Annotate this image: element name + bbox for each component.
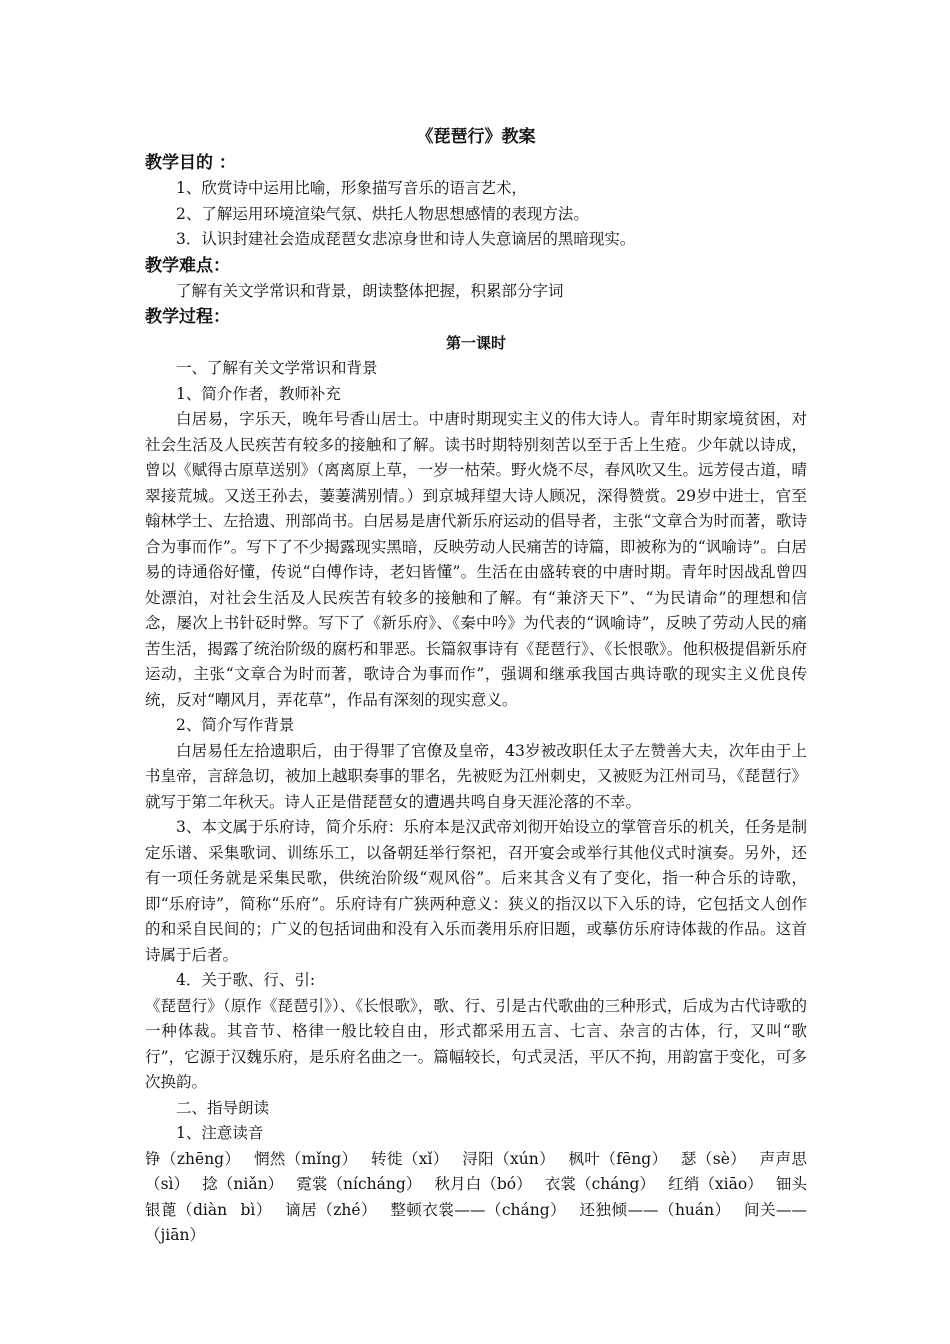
item4-heading: 4．关于歌、行、引:: [176, 971, 316, 989]
item1-heading: 1、简介作者，教师补充: [176, 384, 341, 403]
goal-item: 3．认识封建社会造成琵琶女悲凉身世和诗人失意谪居的黑暗现实。: [176, 230, 636, 248]
background-paragraph: 白居易任左拾遗职后，由于得罪了官僚及皇帝，43岁被改职任太子左赞善大夫，次年由于上书皇帝，言辞急切，被加上越职奏事的罪名，先被贬为江州刺史，又被贬为江州司马，《琵琶行》就写于第二年秋天。诗人正是借琵琶女的遭遇共鸣自身天涯沦落的不幸。: [145, 741, 807, 811]
item2-heading: 2、简介写作背景: [176, 716, 295, 734]
difficulty-heading: 教学难点：: [145, 255, 230, 276]
goals-heading: 教学目的 ：: [145, 153, 236, 173]
process-heading: 教学过程：: [145, 307, 230, 327]
reading-heading: 1、注意读音: [176, 1124, 264, 1142]
lesson-title: 第一课时: [445, 334, 506, 352]
author-paragraph: 白居易，字乐天，晚年号香山居士。中唐时期现实主义的伟大诗人。青年时期家境贫困，对社会生活及人民疾苦有较多的接触和了解。读书时期特别刻苦以至于舌上生疮。少年就以诗成，曾以《赋得古原草送别》（离离原上草，一岁一枯荣。野火烧不尽，春风吹又生。远芳侵古道，晴翠接荒城。又送王孙去，萋萋满别情。）到京城拜望大诗人顾况，深得赞赏。29岁中进士，官至翰林学士、左拾遗、刑部尚书。白居易是唐代新乐府运动的倡导者，主张“文章合为时而著，歌诗合为事而作”。写下了不少揭露现实黑暗，反映劳动人民痛苦的诗篇，即被称为的“讽喻诗”。白居易的诗通俗好懂，传说“白傅作诗，老妇皆懂”。生活在由盛转衰的中唐时期。青年时因战乱曾四处漂泊，对社会生活及人民疾苦有较多的接触和了解。有“兼济天下”、“为民请命”的理想和信念，屡次上书针砭时弊。写下了《新乐府》、《秦中吟》为代表的“讽喻诗”，反映了劳动人民的痛苦生活，揭露了统治阶级的腐朽和罪恶。长篇叙事诗有《琵琶行》、《长恨歌》。他积极提倡新乐府运动，主张“文章合为时而著，歌诗合为事而作”，强调和继承我国古典诗歌的现实主义优良传统，反对“嘲风月，弄花草”，作品有深刻的现实意义。: [145, 410, 807, 709]
goal-item: 1、欣赏诗中运用比喻，形象描写音乐的语言艺术，: [176, 179, 527, 197]
difficulty-text: 了解有关文学常识和背景，朗读整体把握，积累部分字词: [176, 281, 564, 300]
document-title: 《琵琶行》教案: [416, 127, 536, 147]
goal-item: 2、了解运用环境渲染气氛、烘托人物思想感情的表现方法。: [176, 204, 589, 223]
pronunciation-list: 铮（zhēng） 惘然（mǐng） 转徙（xǐ） 浔阳（xún） 枫叶（fēng） 瑟（sè） 声声思（sì） 捻（niǎn） 霓裳（nícháng） 秋月白（bó） 衣裳（cháng） 红绡（xiāo） 钿头银蓖（diàn bì） 谪居（zhé） 整顿衣裳——（cháng） 还独倾——（huán） 间关——（jiān）: [145, 1149, 807, 1244]
document-body: [145, 124, 807, 1249]
part1-heading: 一、了解有关文学常识和背景: [176, 359, 378, 377]
part2-heading: 二、指导朗读: [176, 1098, 270, 1117]
yuefu-paragraph: 3、本文属于乐府诗，简介乐府：乐府本是汉武帝刘彻开始设立的掌管音乐的机关，任务是制定乐谱、采集歌词、训练乐工，以备朝廷举行祭祀，召开宴会或举行其他仪式时演奏。另外，还有一项任务就是采集民歌，供统治阶级“观风俗”。后来其含义有了变化，指一种合乐的诗歌，即“乐府诗”，简称“乐府”。乐府诗有广狭两种意义：狭义的指汉以下入乐的诗，它包括文人创作的和采自民间的；广义的包括词曲和没有入乐而袭用乐府旧题，或摹仿乐府诗体裁的作品。这首诗属于后者。: [145, 818, 807, 964]
song-forms-paragraph: 《琵琶行》（原作《琵琶引》）、《长恨歌》，歌、行、引是古代歌曲的三种形式，后成为古代诗歌的一种体裁。其音节、格律一般比较自由，形式都采用五言、七言、杂言的古体，行，又叫“歌行”，它源于汉魏乐府，是乐府名曲之一。篇幅较长，句式灵活，平仄不拘，用韵富于变化，可多次换韵。: [145, 996, 807, 1091]
